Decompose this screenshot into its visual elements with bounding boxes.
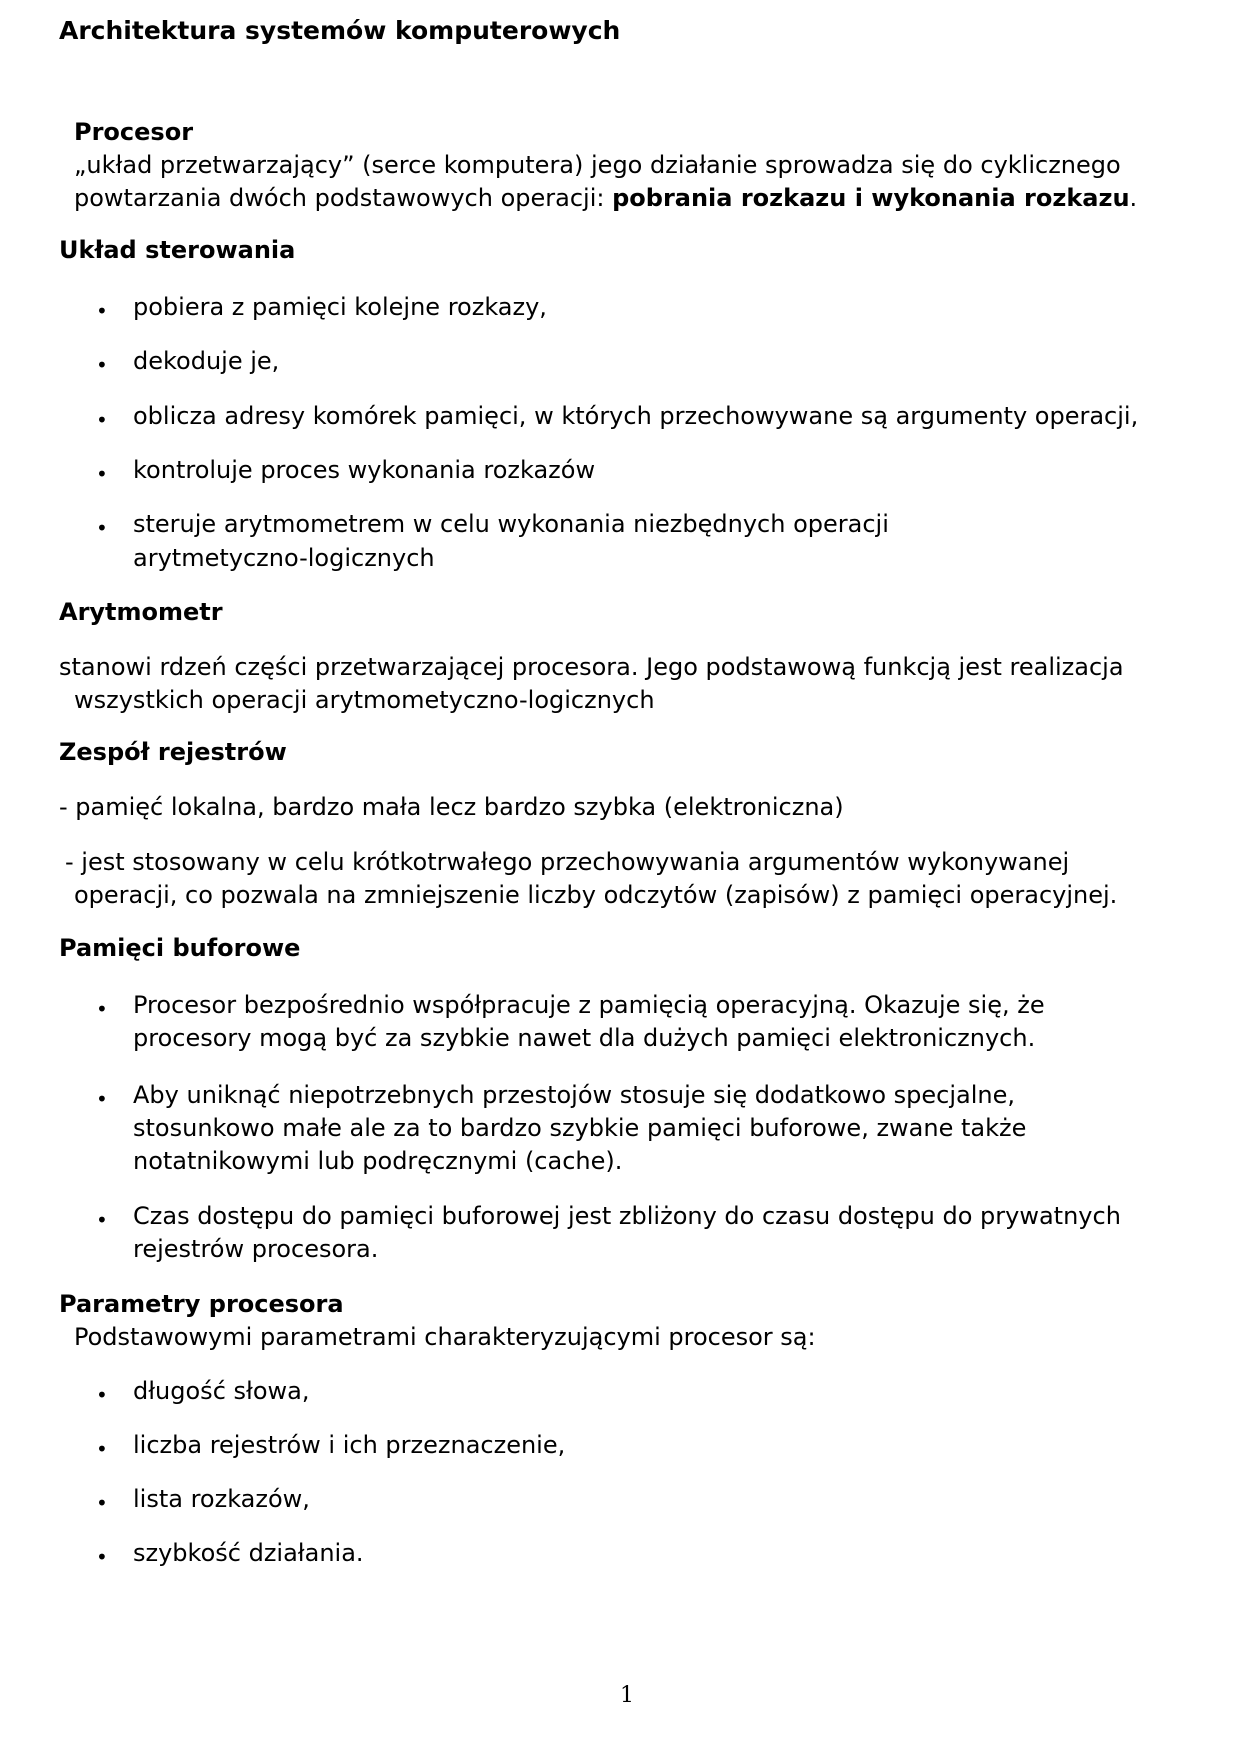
- procesor-text-plain: powtarzania dwóch podstawowych operacji:: [74, 184, 613, 212]
- list-item-continuation: procesory mogą być za szybkie nawet dla dużych pamięci elektronicznych.: [133, 1024, 1036, 1052]
- document-title: Architektura systemów komputerowych: [59, 16, 621, 45]
- list-item: dekoduje je,: [133, 347, 280, 375]
- procesor-text-end: .: [1129, 184, 1138, 212]
- list-item: liczba rejestrów i ich przeznaczenie,: [133, 1431, 566, 1459]
- bullet-icon: •: [96, 1383, 108, 1407]
- list-item: Aby uniknąć niepotrzebnych przestojów stosuje się dodatkowo specjalne,: [133, 1081, 1015, 1109]
- procesor-text-line1: „układ przetwarzający” (serce komputera) jego działanie sprowadza się do cyklicznego: [74, 151, 1121, 179]
- list-item: długość słowa,: [133, 1377, 310, 1405]
- page-number: 1: [620, 1683, 634, 1708]
- bullet-icon: •: [96, 1491, 108, 1515]
- bullet-icon: •: [96, 408, 108, 432]
- bullet-icon: •: [96, 462, 108, 486]
- list-item-continuation: arytmetyczno-logicznych: [133, 544, 435, 572]
- bullet-icon: •: [96, 1545, 108, 1569]
- procesor-text-line2: [74, 181, 1137, 215]
- list-item-continuation: notatnikowymi lub podręcznymi (cache).: [133, 1147, 623, 1175]
- zespol-rejestrow-line2: - jest stosowany w celu krótkotrwałego przechowywania argumentów wykonywanej: [65, 848, 1070, 876]
- heading-procesor: Procesor: [74, 118, 194, 146]
- arytmometr-text-line1: stanowi rdzeń części przetwarzającej procesora. Jego podstawową funkcją jest realizacja: [59, 653, 1124, 681]
- arytmometr-text-line2: wszystkich operacji arytmometyczno-logicznych: [74, 686, 655, 714]
- zespol-rejestrow-line1: - pamięć lokalna, bardzo mała lecz bardzo szybka (elektroniczna): [59, 793, 844, 821]
- list-item: Procesor bezpośrednio współpracuje z pamięcią operacyjną. Okazuje się, że: [133, 991, 1045, 1019]
- bullet-icon: •: [96, 299, 108, 323]
- zespol-rejestrow-line3: operacji, co pozwala na zmniejszenie liczby odczytów (zapisów) z pamięci operacyjnej.: [74, 881, 1118, 909]
- heading-arytmometr: Arytmometr: [59, 598, 223, 626]
- list-item: lista rozkazów,: [133, 1485, 310, 1513]
- list-item-continuation: rejestrów procesora.: [133, 1235, 379, 1263]
- bullet-icon: •: [96, 1087, 108, 1111]
- heading-pamieci-buforowe: Pamięci buforowe: [59, 934, 301, 962]
- list-item: kontroluje proces wykonania rozkazów: [133, 456, 596, 484]
- list-item: Czas dostępu do pamięci buforowej jest zbliżony do czasu dostępu do prywatnych: [133, 1202, 1121, 1230]
- procesor-text-bold: pobrania rozkazu i wykonania rozkazu: [612, 184, 1130, 212]
- list-item: pobiera z pamięci kolejne rozkazy,: [133, 293, 547, 321]
- bullet-icon: •: [96, 1208, 108, 1232]
- bullet-icon: •: [96, 516, 108, 540]
- heading-uklad-sterowania: Układ sterowania: [59, 236, 296, 264]
- parametry-intro: Podstawowymi parametrami charakteryzującymi procesor są:: [74, 1323, 816, 1351]
- list-item: steruje arytmometrem w celu wykonania niezbędnych operacji: [133, 510, 889, 538]
- bullet-icon: •: [96, 353, 108, 377]
- list-item: oblicza adresy komórek pamięci, w których przechowywane są argumenty operacji,: [133, 402, 1139, 430]
- list-item-continuation: stosunkowo małe ale za to bardzo szybkie pamięci buforowe, zwane także: [133, 1114, 1027, 1142]
- bullet-icon: •: [96, 1437, 108, 1461]
- heading-zespol-rejestrow: Zespół rejestrów: [59, 738, 287, 766]
- bullet-icon: •: [96, 997, 108, 1021]
- heading-parametry-procesora: Parametry procesora: [59, 1290, 344, 1318]
- list-item: szybkość działania.: [133, 1539, 364, 1567]
